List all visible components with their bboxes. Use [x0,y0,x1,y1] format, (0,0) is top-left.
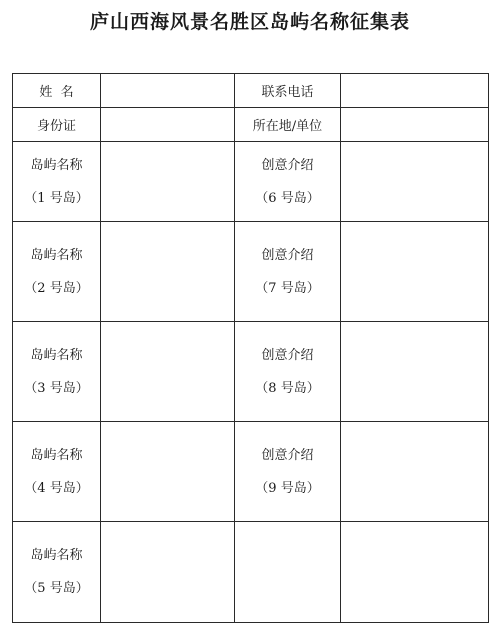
island-4-name-field[interactable] [101,422,235,522]
form-title: 庐山西海风景名胜区岛屿名称征集表 [89,11,410,33]
table-row-id [13,108,489,142]
empty-field-cell[interactable] [341,522,489,623]
island-1-label: 岛屿名称 （1 号岛） [13,142,101,222]
phone-field[interactable] [341,74,489,108]
address-field[interactable] [341,108,489,142]
intro-8-field[interactable] [341,322,489,422]
table-row-island-1 [13,142,489,222]
table-row-island-5 [13,522,489,623]
intro-9-field[interactable] [341,422,489,522]
intro-7-label: 创意介绍 （7 号岛） [235,222,341,322]
island-2-label: 岛屿名称 （2 号岛） [13,222,101,322]
intro-6-field[interactable] [341,142,489,222]
id-field[interactable] [101,108,235,142]
island-4-label: 岛屿名称 （4 号岛） [13,422,101,522]
name-field[interactable] [101,74,235,108]
table-row-island-2 [13,222,489,322]
table-row-island-4 [13,422,489,522]
island-3-name-field[interactable] [101,322,235,422]
collection-form-table [12,73,489,623]
empty-label-cell [235,522,341,623]
island-2-name-field[interactable] [101,222,235,322]
phone-label: 联系电话 [235,74,341,108]
intro-6-label: 创意介绍 （6 号岛） [235,142,341,222]
island-5-label: 岛屿名称 （5 号岛） [13,522,101,623]
table-row-island-3 [13,322,489,422]
intro-7-field[interactable] [341,222,489,322]
name-label: 姓 名 [13,74,101,108]
id-label: 身份证 [13,108,101,142]
island-5-name-field[interactable] [101,522,235,623]
island-1-name-field[interactable] [101,142,235,222]
address-label: 所在地/单位 [235,108,341,142]
intro-8-label: 创意介绍 （8 号岛） [235,322,341,422]
island-3-label: 岛屿名称 （3 号岛） [13,322,101,422]
intro-9-label: 创意介绍 （9 号岛） [235,422,341,522]
table-row-name [13,74,489,108]
